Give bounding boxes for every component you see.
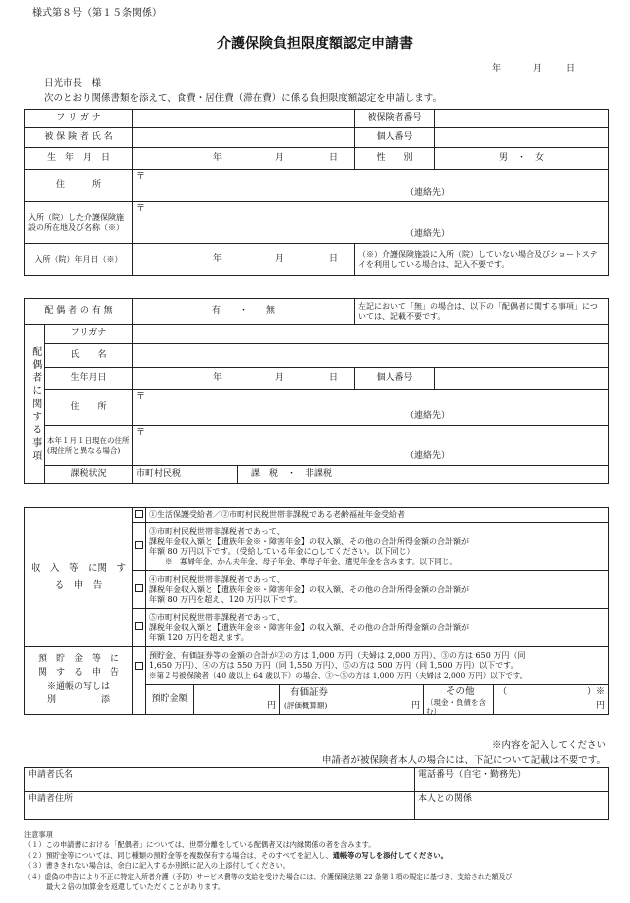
- form-number: 様式第８号（第１５条関係）: [32, 8, 162, 19]
- spouse-furigana-field[interactable]: [133, 325, 609, 344]
- page-title: 介護保険負担限度額認定申請書: [217, 36, 413, 52]
- spouse-jan-postal-mark: 〒: [136, 428, 146, 438]
- checkbox-icon: [135, 541, 143, 549]
- spouse-presence-note: 左記において「無」の場合は、以下の「配偶者に関する事項」については、記載不要です。: [355, 299, 609, 325]
- income-option-3-line-3: 年額 80 万円を超え、120 万円以下です。: [149, 594, 302, 604]
- income-option-3-line-2: 課税年金収入額と【遺族年金※・障害年金】の収入額、その他の合計所得金額の合計額が: [149, 584, 469, 594]
- spouse-birth-year-suffix: 年: [213, 373, 223, 383]
- facility-postal-mark: 〒: [136, 204, 146, 214]
- other-paren-open: （: [498, 687, 508, 697]
- other-yen: 円: [596, 700, 606, 711]
- tax-status-label: 課税状況: [45, 466, 133, 484]
- savings-checkbox[interactable]: [133, 647, 146, 715]
- income-option-4-text: [146, 609, 609, 647]
- intro-text: 次のとおり関係書類を添えて、食費・居住費（滞在費）に係る負担限度額認定を申請します。: [44, 93, 443, 104]
- date-day: 日: [566, 64, 576, 74]
- remark-2-bold: 通帳等の写しを添付してください。: [332, 850, 448, 860]
- income-option-1-checkbox[interactable]: [133, 508, 146, 523]
- contact-label: （連絡先）: [405, 188, 451, 198]
- admission-date-label: 入所（院）年月日（※）: [25, 244, 133, 276]
- checkbox-icon: [135, 584, 143, 592]
- spouse-table: [24, 298, 609, 484]
- remark-4-continued: 最大２倍の加算金を返還していただくことがあります。: [46, 881, 226, 891]
- admission-year-suffix: 年: [213, 254, 223, 264]
- admission-date-field[interactable]: [133, 244, 355, 276]
- spouse-name-field[interactable]: [133, 344, 609, 368]
- income-option-4-line-3: 年額 120 万円を超えます。: [149, 632, 249, 642]
- applicant-name-field[interactable]: [25, 768, 415, 792]
- spouse-jan-contact-label: （連絡先）: [405, 451, 451, 461]
- deposit-field[interactable]: [194, 685, 280, 715]
- applicant-phone-field[interactable]: [415, 768, 609, 792]
- other-label: その他: [446, 686, 475, 697]
- spouse-furigana-label: フリガナ: [45, 325, 133, 344]
- date-year: 年: [492, 64, 502, 74]
- savings-declaration-label: [25, 647, 133, 715]
- spouse-address-label: 住 所: [45, 390, 133, 426]
- income-option-4-line-2: 課税年金収入額と【遺族年金※・障害年金】の収入額、その他の合計所得金額の合計額が: [149, 622, 469, 632]
- savings-line-2: 1,650 万円）、④の方は 550 万円（同 1,550 万円）、⑤の方は 500 万円（同 1,500 万円）以下です。: [149, 660, 519, 670]
- applicant-name-label: 申請者氏名: [28, 770, 74, 780]
- birth-label: 生 年 月 日: [25, 148, 133, 170]
- insured-name-field[interactable]: [133, 128, 355, 148]
- spouse-personal-number-boxes[interactable]: [435, 368, 609, 390]
- checkbox-icon: [135, 662, 143, 670]
- applicant-address-label: 申請者住所: [28, 794, 74, 804]
- spouse-presence-label: 配 偶 者 の 有 無: [25, 299, 133, 325]
- remark-2-text: （２）預貯金等については、同じ種類の預貯金等を複数保有する場合は、そのすべてを記入し、: [24, 850, 333, 860]
- savings-label-line-3: ※通帳の写しは: [46, 681, 110, 692]
- income-declaration-text: 収 入 等 に関 す る 申 告: [31, 562, 136, 591]
- remark-4: （４）虚偽の申告により不正に特定入所者介護（予防）サービス費等の支給を受けた場合には、介護保険法第 22 条第１項の規定に基づき、支給された額及び: [24, 872, 513, 881]
- date-month: 月: [533, 64, 543, 74]
- postal-mark: 〒: [136, 172, 146, 182]
- admission-month-suffix: 月: [275, 254, 285, 264]
- spouse-name-label: 氏 名: [45, 344, 133, 368]
- securities-yen: 円: [410, 700, 420, 711]
- other-paren-close: ）※: [587, 687, 606, 697]
- tax-status-field[interactable]: [238, 466, 609, 484]
- deposit-yen: 円: [266, 700, 276, 711]
- spouse-postal-mark: 〒: [136, 392, 146, 402]
- furigana-label: フ リ ガ ナ: [25, 110, 133, 128]
- remark-1: （１）この申請書における「配偶者」については、世帯分離をしている配偶者又は内縁関係の者を含みます。: [24, 840, 376, 850]
- income-option-2-text: [146, 523, 609, 571]
- savings-label-line-2: 関 す る 申 告: [37, 667, 119, 678]
- addressee: 日光市長 様: [44, 78, 102, 89]
- insured-name-label: 被 保 険 者 氏 名: [25, 128, 133, 148]
- securities-label: 有価証券: [290, 687, 329, 698]
- remarks-section: [24, 830, 608, 892]
- spouse-birth-field[interactable]: [133, 368, 355, 390]
- other-field[interactable]: [494, 685, 609, 715]
- personal-number-label: 個人番号: [355, 128, 435, 148]
- spouse-contact-label: （連絡先）: [405, 411, 451, 421]
- personal-number-boxes[interactable]: [435, 128, 609, 148]
- savings-label-line-4: 別 添: [46, 695, 110, 706]
- income-table: [24, 507, 609, 715]
- applicant-table: [24, 767, 609, 820]
- remarks-heading: 注意事項: [24, 830, 53, 839]
- income-option-1-text: ①生活保護受給者／②市町村民税世帯非課税である老齢福祉年金受給者: [146, 508, 609, 523]
- spouse-birth-day-suffix: 日: [329, 373, 339, 383]
- tax-municipal-label: 市町村民税: [133, 466, 238, 484]
- applicant-phone-label: 電話番号（自宅・勤務先）: [418, 770, 527, 780]
- savings-label-line-1: 預 貯 金 等 に: [37, 653, 119, 664]
- applicant-relation-label: 本人との関係: [418, 794, 473, 804]
- other-sublabel: （現金・負債を含む）: [426, 698, 486, 716]
- address-label: 住 所: [25, 170, 133, 202]
- spouse-presence-field[interactable]: 有 ・ 無: [133, 299, 355, 325]
- income-option-3-line-1: ④市町村民税世帯非課税者であって、: [149, 574, 285, 584]
- birth-field[interactable]: [133, 148, 355, 170]
- insured-number-label: 被保険者番号: [355, 110, 435, 128]
- income-option-4-checkbox[interactable]: [133, 609, 146, 647]
- other-label-cell: [424, 685, 494, 715]
- birth-day-suffix: 日: [329, 153, 339, 163]
- spouse-section-text: 配偶者に関する事項: [29, 345, 41, 463]
- income-option-3-text: [146, 571, 609, 609]
- applicant-address-field[interactable]: [25, 792, 415, 820]
- checkbox-icon: [135, 622, 143, 630]
- spouse-jan-address-field[interactable]: [133, 426, 609, 466]
- savings-line-3: ※第２号被保険者（40 歳以上 64 歳以下）の場合、③～⑤の方は 1,000 万円（夫婦は 2,000 万円）以下です。: [149, 670, 528, 680]
- gender-label: 性 別: [355, 148, 435, 170]
- admission-note: （※）介護保険施設に入所（院）していない場合及びショートステイを利用している場合は、記入不要です。: [355, 244, 609, 276]
- admission-day-suffix: 日: [329, 254, 339, 264]
- fill-in-note: ※内容を記入してください: [491, 740, 606, 751]
- income-option-2-line-4: ※ 寡婦年金、かん夫年金、母子年金、準母子年金、遺児年金を含みます。以下同じ。: [165, 556, 457, 566]
- savings-declaration-text: [146, 647, 609, 685]
- birth-month-suffix: 月: [275, 153, 285, 163]
- savings-line-1: 預貯金、有価証券等の金額の合計が②の方は 1,000 万円（夫婦は 2,000 万円）、③の方は 650 万円（同: [149, 650, 526, 660]
- remark-2: [24, 851, 608, 861]
- applicant-relation-field[interactable]: [415, 792, 609, 820]
- gender-field[interactable]: 男 ・ 女: [435, 148, 609, 170]
- facility-field[interactable]: [133, 202, 609, 244]
- income-declaration-label: [25, 508, 136, 647]
- spouse-jan-address-label: 本年１月１日現在の住所(現住所と異なる場合): [45, 426, 133, 466]
- securities-cell[interactable]: [280, 685, 424, 715]
- checkbox-icon: [135, 510, 143, 518]
- furigana-field[interactable]: [133, 110, 355, 128]
- spouse-personal-number-label: 個人番号: [355, 368, 435, 390]
- income-option-2-line-2: 課税年金収入額と【遺族年金※・障害年金】の収入額、その他の合計所得金額の合計額が: [149, 536, 469, 546]
- tax-status-options: 課 税 ・ 非課税: [251, 469, 333, 479]
- spouse-section-label: [25, 325, 45, 484]
- income-option-2-line-1: ③市町村民税世帯非課税者であって、: [149, 526, 285, 536]
- spouse-birth-label: 生年月日: [45, 368, 133, 390]
- deposit-label: 預貯金額: [146, 685, 194, 715]
- birth-year-suffix: 年: [213, 153, 223, 163]
- address-field[interactable]: [133, 170, 609, 202]
- spouse-birth-month-suffix: 月: [275, 373, 285, 383]
- income-option-4-line-1: ⑤市町村民税世帯非課税者であって、: [149, 612, 285, 622]
- income-option-2-line-3: 年額 80 万円以下です。（受給している年金に○してください。以下同じ）: [149, 546, 415, 556]
- facility-label: 入所（院）した介護保険施設の所在地及び名称（※）: [25, 202, 133, 244]
- insured-number-boxes[interactable]: [435, 110, 609, 128]
- spouse-address-field[interactable]: [133, 390, 609, 426]
- income-option-3-checkbox[interactable]: [133, 571, 146, 609]
- remark-3: （３）書ききれない場合は、余白に記入するか別紙に記入の上添付してください。: [24, 861, 290, 871]
- applicant-note: 申請者が被保険者本人の場合には、下記について記載は不要です。: [321, 755, 606, 766]
- insured-table: [24, 109, 609, 276]
- facility-contact-label: （連絡先）: [405, 229, 451, 239]
- securities-sublabel: (評価概算額): [284, 701, 328, 710]
